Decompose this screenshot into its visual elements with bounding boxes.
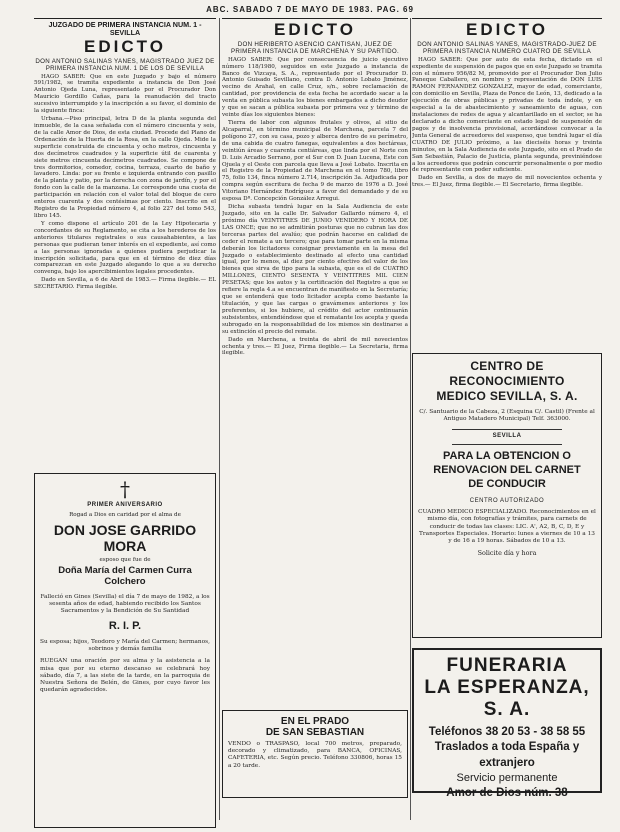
spouse-name: Doña María del Carmen Curra Colchero	[58, 565, 192, 587]
purpose-line: PARA LA OBTENCION O	[443, 449, 571, 462]
divider	[452, 444, 562, 445]
centre-address: C/. Santuario de la Cabeza, 2 (Esquina C/. Castil) (Frente al Antiguo Matadero Municipal) Telf. 363000.	[419, 409, 595, 423]
funeral-transfers: extranjero	[479, 756, 535, 769]
purpose-line: RENOVACION DEL CARNET	[433, 464, 581, 477]
spouse-label: esposo que fue de	[99, 557, 151, 564]
article-paragraph: Tierra de labor con algunos frutales y olivos, al sitio de Alcaparral, en término municipal de Marchena, parcela 7 del polígono 27, con su casa, pozo y alberca dentro de su perímetro, de una cabida de cuatro fanegas, equivalentes a dos hectáreas, veintiún áreas y cuarenta centiáreas, que linda por el Norte con D. Luis Arcadio Serrano, por el Sur con D. Juan Lucena, Este con Ojuela y el Oeste con parcela que lleva a José Lobato. Inscrita en el Registro de la Propiedad de Marchena en el tomo 780, libro 75, folio 134, finca número 2.714, inscripción 3a. Adjudicada por compra según escritura de fecha 9 de marzo de 1976 a D. José Vitoriano Hernández Rodríguez a favor del demandado y de su esposa Dª. Concepción González Arregui.	[222, 120, 408, 203]
top-rule	[412, 18, 602, 19]
purpose-line: DE CONDUCIR	[468, 478, 546, 491]
request-line: RUEGAN una oración por su alma y la asistencia a la misa que por su eterno descanso se celebrará hoy sábado, día 7, a las siete de la tarde, en la parroquia de Nuestra Señora de Belén, de Gines, por cuyo favor les quedarán agradecidos.	[40, 658, 210, 694]
funeral-home-advert	[412, 648, 602, 799]
judge-heading: DON ANTONIO SALINAS YANES, MAGISTRADO JUEZ DE PRIMERA INSTANCIA NUM. 1 DE LOS DE SEVILLA	[35, 57, 215, 73]
article-paragraph: Dado en Sevilla, a dos de mayo de mil novecientos ochenta y tres.— El Juez, firma ilegible.— El Secretario, firma ilegible.	[412, 175, 602, 189]
article-paragraph: Dicha subasta tendrá lugar en la Sala Audiencia de este Juzgado, sito en la calle Dr. Salvador Gallardo número 4, el próximo día VEINTITRES DE JUNIO VENIDERO Y HORA DE LAS ONCE; que no se admitirán posturas que no cubran las dos terceras partes del avalúo; que podrán hacerse en calidad de ceder el remate a un tercero; que para tomar parte en la misma deberán los licitadores consignar previamente en la mesa del Juzgado o establecimiento destinado al efecto una cantidad igual, por lo menos, al diez por ciento efectivo del valor de los bienes que sirva de tipo para la subasta, que es el de CUATRO MILLONES, CIENTO SESENTA Y VEINTITRES MIL CIEN PESETAS; que los autos y la certificación del Registro a que se refiere la regla 4.a se encuentran de manifiesto en la Secretaría; que se entenderá que todo licitador acepta como bastante la titulación, y que las cargas o gravámenes anteriores y los preferentes, si los hubiere, al crédito del actor continuarán subsistentes, entendiéndose que el rematante los acepta y queda subrogado en la responsabilidad de los mismos sin destinarse a su extinción el precio del remate.	[222, 204, 408, 335]
prado-title: EN EL PRADO	[280, 716, 350, 727]
article-paragraph: Dado en Sevilla, a 6 de Abril de 1983.— Firma ilegible.— EL SECRETARIO. Firma ilegible.	[34, 277, 216, 291]
authorized-label: CENTRO AUTORIZADO	[469, 497, 545, 504]
funeral-phones: Teléfonos 38 20 53 - 38 58 55	[428, 725, 586, 738]
medical-centre-advert	[412, 353, 602, 638]
article-paragraph: Urbana.—Piso principal, letra D de la planta segunda del inmueble, de la casa señalada con el número cincuenta y seis, de la calle Amor de Dios, de esta ciudad. Procede del Plano de Ordenación de la Huerta de la Rosa, en la calle Ojeda. Mide la superficie construida de cincuenta y ocho metros, cincuenta y dos decímetros cuadrados y la superficie útil de cuarenta y siete metros cincuenta decímetros cuadrados. Se compone de tres dormitorios, comedor, cocina, terraza, cuarto de baño y lavadero. Linda: por su frente e izquierda entrando con pasillo de la planta y patio, por la derecha con zona de jardín, y por el fondo con la calle de la manzana. Le corresponde una cuota de participación en relación con el valor total del bloque de cero enteros cuarenta y dos centésimas por ciento. Inscrito en el Registro de la Propiedad número 4, al folio 227 del tomo 543, libro 145.	[34, 116, 216, 219]
edicto-heading: EDICTO	[466, 20, 548, 39]
article-paragraph: HAGO SABER: Que por consecuencia de juicio ejecutivo número 118/1980, seguidos en este Juzgado a instancia de Banco de Vizcaya, S. A., representado por el Procurador D. Antonio Guisado Sevillano, contra D. Antonio Lobato Jiménez, vecino de Arahal, en calle Cruz, s/n., sobre reclamación de cantidad, por providencia de esta fecha he acordado sacar a la venta en pública subasta los bienes embargados a dicho deudor y que se sacan a pública subasta por primera vez y término de veinte días los siguientes bienes:	[222, 56, 408, 119]
column-right	[412, 18, 602, 830]
column-divider	[219, 18, 220, 820]
prado-text: VENDO o TRASPASO, local 700 metros, preparado, decorado y climatizado, para BANCA, OFICINAS, CAFETERIA, etc. Según precio. Teléfono 330806, horas 15 a 20 tarde.	[228, 741, 402, 769]
funeral-title: FUNERARIA	[446, 655, 568, 676]
medical-details: CUADRO MEDICO ESPECIALIZADO. Reconocimientos en el mismo día, con fotografías y trámites, para carnets de conducir de todas las clases: LIC. A', A2, B, C, D, E y Transportes Especiales. Horario: lunes a viernes de 10 a 13 y de 16 a 19 horas. Sábados de 10 a 13.	[418, 509, 596, 544]
funeral-address: Amor de Dios núm. 38	[446, 786, 568, 799]
anniversary-label: PRIMER ANIVERSARIO	[87, 502, 163, 508]
judge-heading: DON ANTONIO SALINAS YANES, MAGISTRADO-JUEZ DE PRIMERA INSTANCIA NUMERO CUATRO DE SEVILLA	[417, 40, 597, 56]
article-paragraph: HAGO SABER: Que por auto de esta fecha, dictado en el expediente de suspensión de pagos que en este Juzgado se tramita con el número 956/82 M, promovido por el Procurador Don Julio Paneque Caballero, en nombre y representación de DON LUIS RAMON FERNANDEZ GONZALEZ, mayor de edad, comerciante, con domicilio en Sevilla, Plaza de Ponce de León, 13, dedicado a la ejecución de obras públicas y privadas de toda índole, y en especial a la de abastecimiento y saneamiento de aguas, con instalaciones de redes de agua y alcantarillado en el sector, se ha declarado a dicho comerciante en estado legal de suspensión de pagos y de insolvencia provisional, acordándose convocar a la Junta General de acreedores del suspenso, que tendrá lugar el día CUATRO DE JULIO próximo, a las dieciséis horas y treinta minutos, en la Sala Audiencia de este Juzgado, sito en el Prado de San Sebastián, Palacio de Justicia, planta segunda, previniéndose a los acreedores que podrán concurrir personalmente o por medio de representante con poder suficiente.	[412, 56, 602, 174]
death-details: Falleció en Gines (Sevilla) el día 7 de mayo de 1982, a los sesenta años de edad, habiendo recibido los Santos Sacramentos y la Bendición de Su Santidad	[40, 593, 210, 615]
edicto-heading: EDICTO	[274, 20, 356, 39]
court-heading: JUZGADO DE PRIMERA INSTANCIA NUM. 1 - SEVILLA	[48, 20, 202, 37]
article-paragraph: Y como dispone el artículo 201 de la Ley Hipotecaria y concordantes de su Reglamento, se cita a los herederos de los anteriores titulares registrales o sus causahabientes, a las personas que pudieran tener interés en el expediente, así como a las personas ignoradas a quienes pudiera perjudicar la inscripción solicitada, para que en el término de diez días comparezcan en este Juzgado alegando lo que a su derecho convenga, bajo los apercibimientos legales procedentes.	[34, 220, 216, 276]
judge-heading: DON HERIBERTO ASENCIO CANTISAN, JUEZ DE PRIMERA INSTANCIA DE MARCHENA Y SU PARTIDO.	[230, 40, 400, 56]
pray-line: Rogad a Dios en caridad por el alma de	[69, 512, 181, 519]
centre-subtitle: MEDICO SEVILLA, S. A.	[436, 389, 578, 403]
article-paragraph: Dado en Marchena, a treinta de abril de mil novecientos ochenta y tres.— El Juez, Firma ilegible.— La Secretaria, firma ilegible.	[222, 336, 408, 357]
funeral-name: LA ESPERANZA, S. A.	[424, 676, 590, 720]
centre-title: CENTRO DE RECONOCIMIENTO	[449, 359, 565, 388]
masthead: ABC. SABADO 7 DE MAYO DE 1983. PAG. 69	[206, 5, 414, 14]
obituary-notice	[34, 473, 216, 828]
deceased-name: DON JOSE GARRIDO MORA	[53, 522, 197, 554]
prado-advert	[222, 710, 408, 798]
prado-subtitle: DE SAN SEBASTIAN	[265, 727, 365, 738]
top-rule	[222, 18, 408, 19]
column-center	[222, 18, 408, 830]
article-paragraph: HAGO SABER: Que en este Juzgado y bajo el número 591/1982, se tramita expediente a instancia de Don José Antonio Ojeda Luna, representado por el Procurador Don Mauricio Gordillo Cañas, para la reanudación del tracto sucesivo interrumpido y la inscripción a su favor, el dominio de la siguiente finca:	[34, 73, 216, 115]
family-line: Su esposa; hijos, Teodoro y María del Carmen; hermanos, sobrinos y demás familia	[40, 639, 210, 653]
funeral-service: Servicio permanente	[456, 772, 558, 785]
column-left	[34, 18, 216, 830]
edicto-heading: EDICTO	[84, 36, 166, 56]
funeral-transfers: Traslados a toda España y	[434, 741, 580, 754]
divider	[452, 429, 562, 430]
top-rule	[34, 18, 216, 19]
cross-icon: †	[120, 477, 130, 501]
column-divider	[410, 18, 411, 820]
centre-city: SEVILLA	[492, 433, 522, 440]
appointment-line: Solicite día y hora	[477, 549, 537, 558]
rip-label: R. I. P.	[108, 620, 142, 633]
